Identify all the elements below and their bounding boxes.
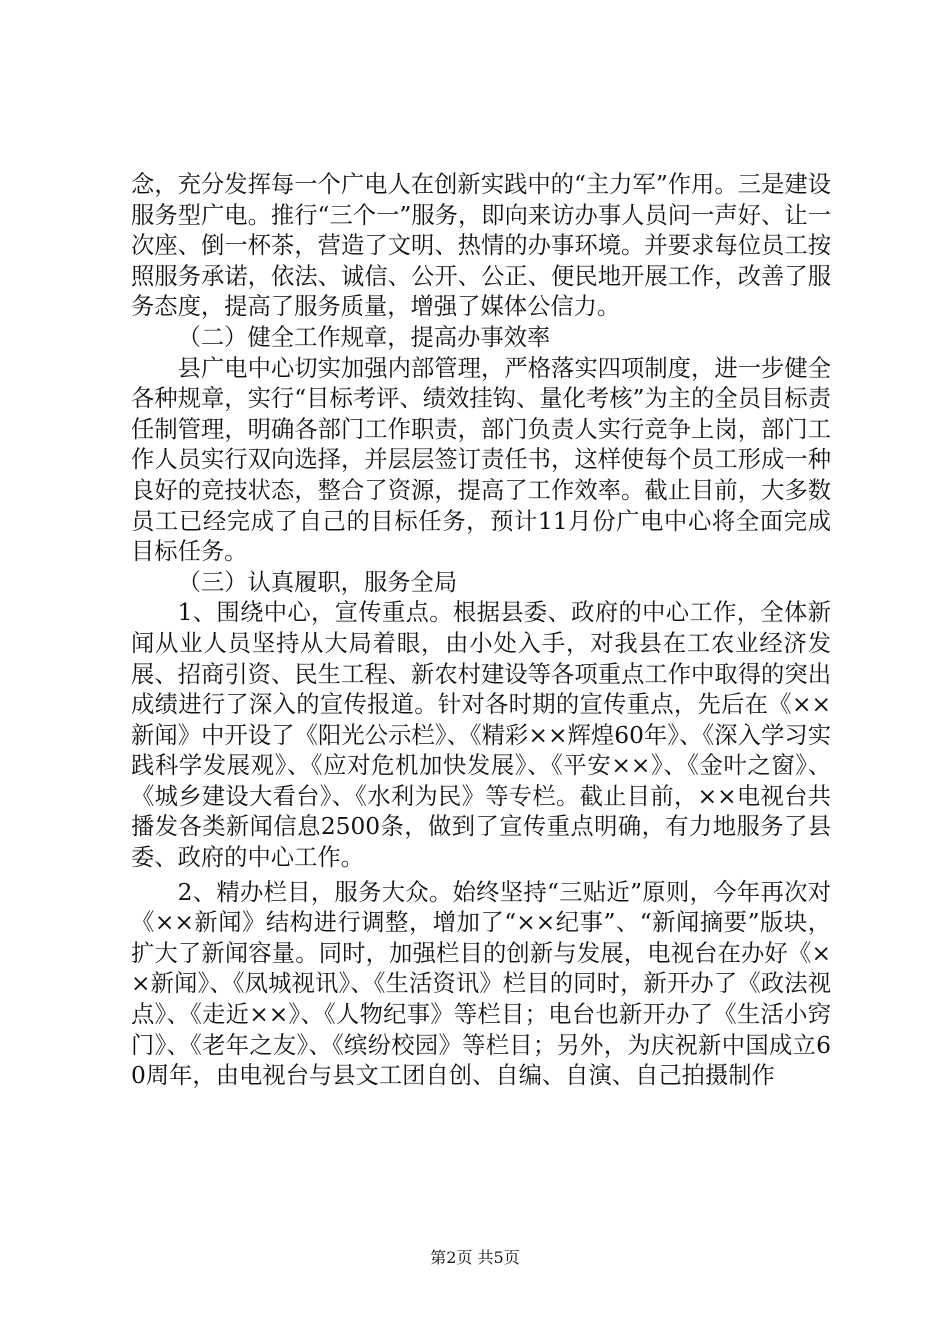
document-body — [131, 170, 831, 1092]
paragraph-programs: 2、精办栏目，服务大众。始终坚持“三贴近”原则，今年再次对《××新闻》结构进行调整，增加了“××纪事”、“新闻摘要”版块，扩大了新闻容量。同时，加强栏目的创新与发展，电视台在办好《××新闻》、《凤城视讯》、《生活资讯》栏目的同时，新开办了《政法视点》、《走近××》、《人物纪事》等栏目；电台也新开办了《生活小窍门》、《老年之友》、《缤纷校园》等栏目；另外，为庆祝新中国成立60周年，由电视台与县文工团自创、自编、自演、自己拍摄制作 — [131, 878, 831, 1090]
page-footer: 第2页 共5页 — [430, 1248, 520, 1267]
section-heading-2: （二）健全工作规章，提高办事效率 — [177, 323, 551, 351]
paragraph-continuation: 念，充分发挥每一个广电人在创新实践中的“主力军”作用。三是建设服务型广电。推行“三个一”服务，即向来访办事人员问一声好、让一次座、倒一杯茶，营造了文明、热情的办事环境。并要求每位员工按照服务承诺，依法、诚信、公开、公正、便民地开展工作，改善了服务态度，提高了服务质量，增强了媒体公信力。 — [131, 171, 831, 321]
paragraph-management: 县广电中心切实加强内部管理，严格落实四项制度，进一步健全各种规章，实行“目标考评、绩效挂钩、量化考核”为主的全员目标责任制管理，明确各部门工作职责，部门负责人实行竞争上岗，部门工作人员实行双向选择，并层层签订责任书，这样使每个员工形成一种良好的竞技状态，整合了资源，提高了工作效率。截止目前，大多数员工已经完成了自己的目标任务，预计11月份广电中心将全面完成目标任务。 — [131, 354, 831, 566]
paragraph-publicity-focus: 1、围绕中心，宣传重点。根据县委、政府的中心工作，全体新闻从业人员坚持从大局着眼，由小处入手，对我县在工农业经济发展、招商引资、民生工程、新农村建设等各项重点工作中取得的突出成绩进行了深入的宣传报道。针对各时期的宣传重点，先后在《××新闻》中开设了《阳光公示栏》、《精彩××辉煌60年》、《深入学习实践科学发展观》、《应对危机加快发展》、《平安××》、《金叶之窗》、《城乡建设大看台》、《水利为民》等专栏。截止目前，××电视台共播发各类新闻信息2500条，做到了宣传重点明确，有力地服务了县委、政府的中心工作。 — [131, 599, 831, 872]
section-heading-3: （三）认真履职，服务全局 — [177, 568, 458, 596]
